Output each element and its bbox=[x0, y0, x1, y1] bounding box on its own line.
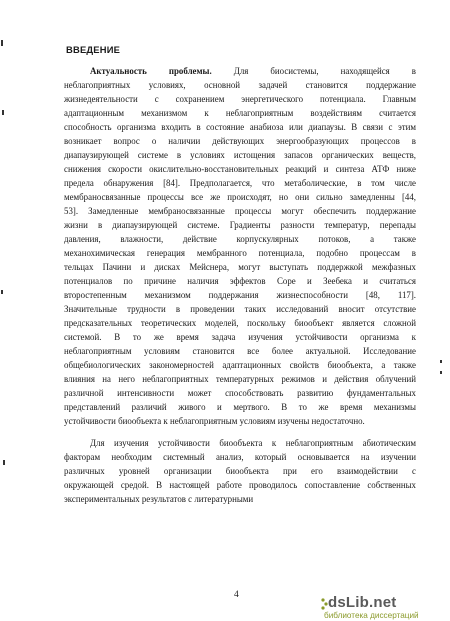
text-line: мембраносвязанные процессы все же происходят, но они сильно замедленны [44, bbox=[64, 192, 416, 202]
text-line: неблагоприятных условиях, основной задачей становится поддержание bbox=[64, 80, 416, 90]
scan-mark bbox=[3, 460, 5, 465]
text-line: Значительные трудности в проведении таких исследований вносит отсутствие bbox=[64, 304, 416, 314]
text-line: представлений различий живого и мертвого. В то же время механизмы bbox=[64, 402, 416, 412]
text-line: различных уровней организации биообъекта при его взаимодействии с bbox=[64, 466, 416, 476]
text-line: факторам необходим системный анализ, который основывается на изучении bbox=[64, 452, 416, 462]
text-line: предела обнаружения [84]. Предполагается, что метаболические, в том числе bbox=[64, 178, 416, 188]
scan-mark bbox=[1, 290, 3, 294]
page-number: 4 bbox=[234, 590, 239, 600]
text-line: возникает вопрос о наличии действующих энергообразующих процессов в bbox=[64, 136, 416, 146]
text-line: механохимическая генерация мембранного потенциала, подобно процессам в bbox=[64, 248, 416, 258]
site-watermark bbox=[320, 594, 448, 620]
text-line: Для изучения устойчивости биообъекта к неблагоприятным абиотическим bbox=[90, 438, 416, 448]
text-line: предсказательных теоретических моделей, поскольку биообъект является сложной bbox=[64, 318, 416, 328]
text-line: жизни в диапаузирующей системе. Градиенты разности температур, перепады bbox=[64, 220, 416, 230]
watermark-logo: dsLib.net bbox=[328, 594, 397, 611]
text-line: способность организма входить в состояние анабиоза или диапаузы. В связи с этим bbox=[64, 122, 416, 132]
watermark-subtitle: библиотека диссертаций bbox=[324, 611, 419, 620]
text-line: различной интенсивности может способствовать развитию фундаментальных bbox=[64, 388, 416, 398]
text-line: 53]. Замедленные мембраносвязанные процессы могут обеспечить поддержание bbox=[64, 206, 416, 216]
text-line-1: Актуальность проблемы. Для биосистемы, находящейся в bbox=[90, 66, 416, 76]
text-line: системой. В то же время задача изучения устойчивости организма к bbox=[64, 332, 416, 342]
section-heading: ВВЕДЕНИЕ bbox=[66, 44, 121, 55]
text-line: экспериментальных результатов с литературными bbox=[64, 494, 254, 504]
scan-mark bbox=[1, 40, 3, 46]
text-line: влияния на него неблагоприятных температурных режимов и действия облучений bbox=[64, 374, 416, 384]
text-line: окружающей средой. В настоящей работе проводилось сопоставление собственных bbox=[64, 480, 416, 490]
text-line: общебиологических закономерностей адаптационных свойств биообъекта, а также bbox=[64, 360, 416, 370]
scan-mark bbox=[440, 360, 442, 363]
text-line: тельцах Пачини и дисках Мейснера, могут выступать поддержкой межфазных bbox=[64, 262, 416, 272]
scan-mark bbox=[2, 110, 4, 115]
text-line: жизнедеятельности с сохранением энергетического потенциала. Главным bbox=[64, 94, 416, 104]
text-line: адаптационным механизмом к неблагоприятным воздействиям считается bbox=[64, 108, 416, 118]
lead-term: Актуальность проблемы. bbox=[90, 66, 212, 76]
text-line: неблагоприятным условиям становится все более актуальной. Исследование bbox=[64, 346, 416, 356]
text-line: диапаузирующей системе в условиях истощения запасов органических веществ, bbox=[64, 150, 416, 160]
text-line: потенциалов по причине наличия эффектов Соре и Зеебека и считаться bbox=[64, 276, 416, 286]
text-line: давления, влажности, действие корпускулярных потоков, а также bbox=[64, 234, 416, 244]
text-line: снижения скорости окислительно-восстановительных реакций и синтеза АТФ ниже bbox=[64, 164, 416, 174]
text-line: второстепенным механизмом поддержания жизнеспособности [48, 117]. bbox=[64, 290, 416, 300]
text-line: устойчивости биообъекта к неблагоприятным условиям изучены недостаточно. bbox=[64, 416, 365, 426]
scan-mark bbox=[440, 371, 442, 374]
